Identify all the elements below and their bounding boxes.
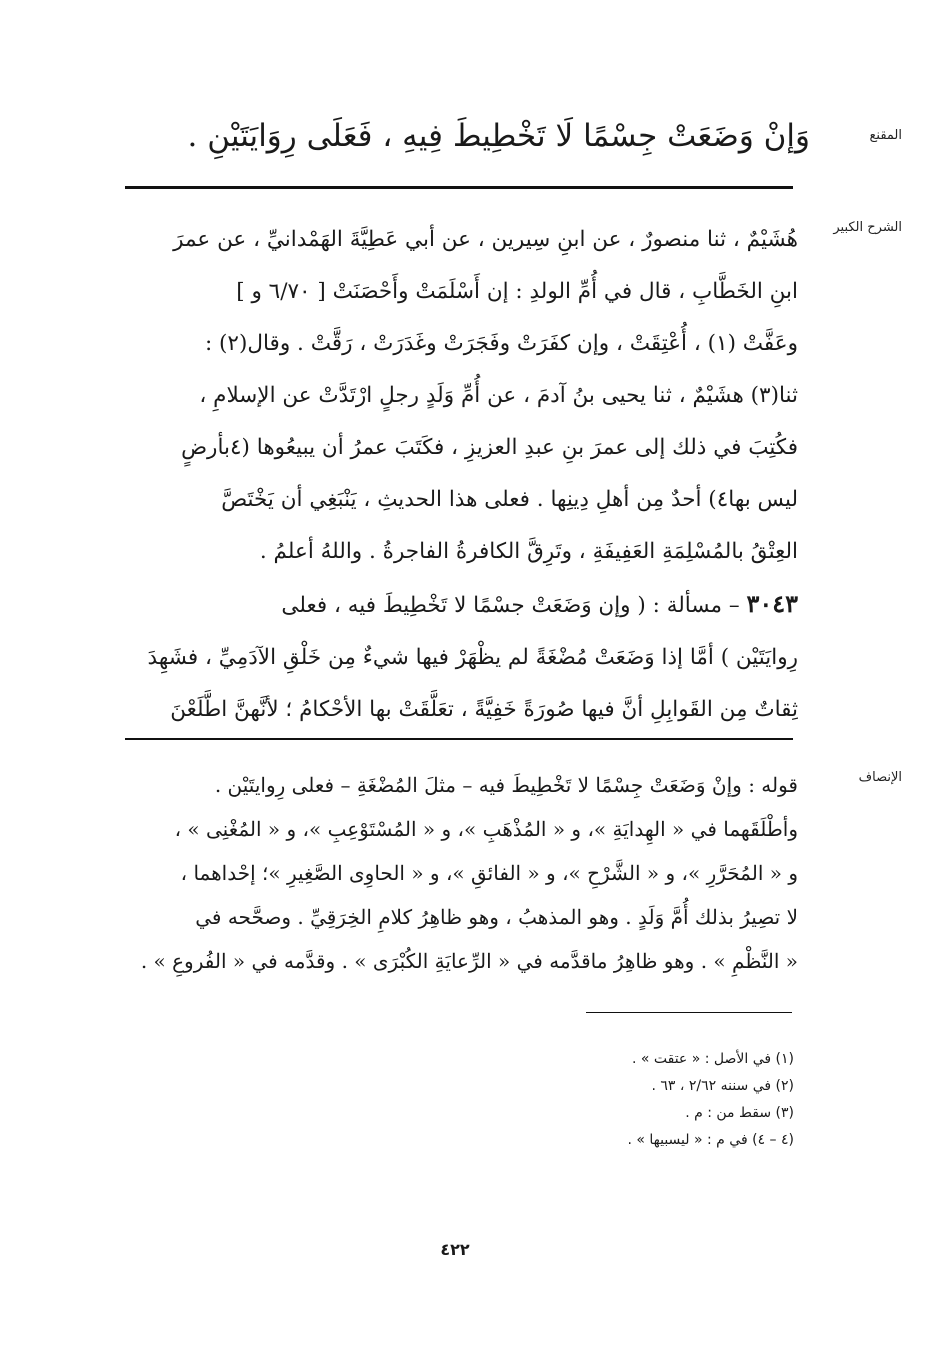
masala-line-rest: – مسألة : ( وإن وَضَعَتْ جسْمًا لا تَخْطِيطَ فيه ، فعلى [281, 593, 747, 618]
insaf-line: و « المُحَرَّرِ »، و « الشَّرْحِ »، و « الفائقِ »، و « الحاوِى الصَّغِيرِ »؛ إحْداهما ، [180, 861, 798, 885]
page-number: ٤٢٢ [440, 1240, 470, 1259]
sharh-line: ثنا(٣) هشَيْمٌ ، ثنا يحيى بنُ آدمَ ، عن أُمِّ وَلَدٍ رجلٍ ارْتَدَّتْ عن الإسلامِ ، [199, 383, 798, 408]
insaf-line: وأطْلَقَهما في « الهِدايَةِ »، و « المُذْهَبِ »، و « المُسْتَوْعِبِ »، و « المُغْنِى » ، [174, 817, 798, 841]
muqni-text: وَإنْ وَضَعَتْ جِسْمًا لَا تَخْطِيطَ فِيهِ ، فَعَلَى رِوَايَتَيْنِ . [187, 118, 810, 154]
footnote-divider [586, 1012, 792, 1013]
footnote: (١) في الأصل : « عتقت » . [631, 1051, 794, 1067]
sharh-line: فكُتِبَ في ذلك إلى عمرَ بنِ عبدِ العزيزِ ، فكَتَبَ عمرُ أن يبيعُوها (٤بأرضٍ [181, 435, 798, 460]
footnote: (٢) في سننه ٢/٦٢ ، ٦٣ . [651, 1078, 794, 1094]
sharh-line: العِتْقُ بالمُسْلِمَةِ العَفِيفَةِ ، وتَرِقَّ الكافرةُ الفاجرةُ . واللهُ أعلمُ . [259, 539, 798, 564]
section-divider-top [125, 186, 793, 189]
footnotes [300, 1046, 794, 1154]
insaf-line: « النَّظْمِ » . وهو ظاهِرُ ماقدَّمه في « الرِّعايَةِ الكُبْرَى » . وقدَّمه في « الفُروعِ » . [140, 949, 798, 973]
masala-line [118, 578, 798, 632]
sharh-line: وعَفَّتْ (١) ، أُعْتِقَتْ ، وإن كفَرَتْ وفَجَرَتْ وغَدَرَتْ ، رَقَّتْ . وقال(٢) : [204, 331, 798, 356]
sharh-line: ليس بها٤) أحدٌ مِن أهلِ دِينِها . فعلى هذا الحديثِ ، يَنْبَغِي أن يَخْتَصَّ [221, 487, 798, 512]
label-muqni: المقنع [869, 128, 902, 143]
section-divider-middle [125, 738, 793, 740]
insaf-section [118, 763, 798, 983]
sharh-line: ابنِ الخَطَّابِ ، قال في أُمِّ الولدِ : إن أَسْلَمَتْ وأَحْصَنَتْ [ ٦/٧٠ و ] [236, 279, 798, 304]
insaf-line: قوله : وإنْ وَضَعَتْ جِسْمًا لا تَخْطِيطَ فيه – مثلَ المُضْغَةِ – فعلى رِوايتَيْن . [214, 773, 798, 797]
masala-line: رِوايَتَيْن ) أمَّا إذا وَضَعَتْ مُضْغَةً لم يظْهَرْ فيها شيءٌ مِن خَلْقِ الآدَمِيِّ ، فشَهِدَ [147, 645, 798, 670]
masala-number: ٣٠٤٣ [746, 589, 798, 618]
footnote: (٤ – ٤) في م : « ليسبيها » . [627, 1132, 794, 1148]
sharh-line: هُشَيْمٌ ، ثنا منصورٌ ، عن ابنِ سِيرين ، عن أبي عَطِيَّةَ الهَمْدانيِّ ، عن عمرَ [173, 227, 798, 252]
label-insaf: الإنصاف [858, 770, 902, 785]
insaf-line: لا تصِيرُ بذلك أُمَّ وَلَدٍ . وهو المذهبُ ، وهو ظاهِرُ كلامِ الخِرَقِيِّ . وصحَّحه في [195, 905, 798, 929]
sharh-section [118, 214, 798, 736]
masala-line: ثِقاتٌ مِن القَوابِلِ أنَّ فيها صُورَةً خَفِيَّةً ، تعَلَّقَتْ بها الأحْكامُ ؛ لأنَّهنَّ اطَّلَعْنَ [170, 697, 798, 722]
footnote: (٣) سقط من : م . [685, 1105, 794, 1121]
label-sharh: الشرح الكبير [833, 220, 902, 235]
